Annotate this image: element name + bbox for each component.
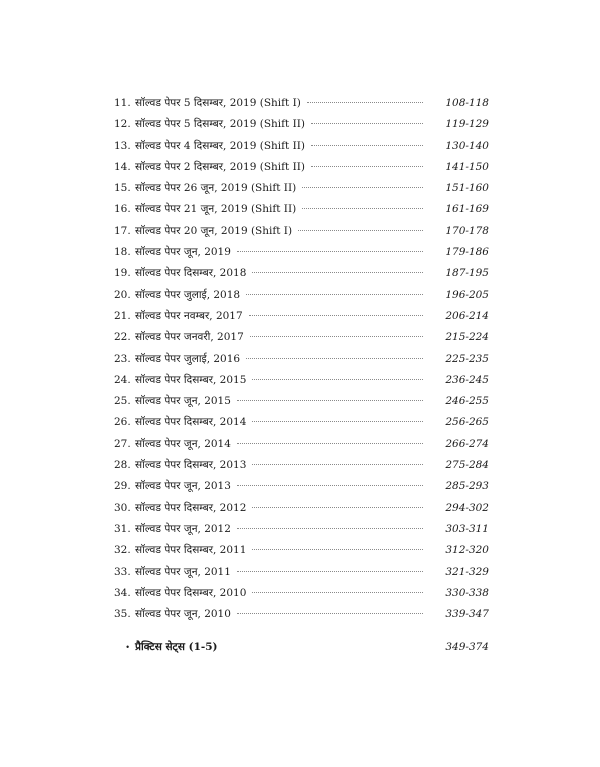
- bullet-icon: •: [125, 643, 130, 653]
- dot-leader: [298, 230, 423, 231]
- entry-title: सॉल्वड पेपर दिसम्बर, 2014: [135, 416, 247, 429]
- entry-number: 31.: [114, 522, 131, 535]
- toc-entry: [114, 415, 489, 436]
- entry-number: 22.: [114, 331, 131, 344]
- entry-number: 30.: [114, 501, 131, 514]
- entry-title: सॉल्वड पेपर दिसम्बर, 2015: [135, 373, 247, 386]
- entry-number: 15.: [114, 182, 131, 195]
- entry-number: 25.: [114, 395, 131, 408]
- toc-entry: [114, 437, 489, 458]
- entry-number: 23.: [114, 352, 131, 365]
- toc-entry: [114, 309, 489, 330]
- toc-practice-entry: [114, 640, 489, 654]
- entry-pages: 119-129: [445, 118, 489, 131]
- dot-leader: [237, 443, 423, 444]
- entry-number: 26.: [114, 416, 131, 429]
- dot-leader: [237, 251, 423, 252]
- practice-pages: 349-374: [445, 641, 489, 654]
- entry-number: 19.: [114, 267, 131, 280]
- toc-entry: [114, 501, 489, 522]
- entry-number: 34.: [114, 586, 131, 599]
- entry-number: 35.: [114, 608, 131, 621]
- entry-title: सॉल्वड पेपर जुलाई, 2018: [135, 288, 241, 301]
- entry-title: सॉल्वड पेपर दिसम्बर, 2010: [135, 586, 247, 599]
- dot-leader: [252, 421, 423, 422]
- entry-title: सॉल्वड पेपर जून, 2015: [135, 395, 231, 408]
- dot-leader: [252, 507, 423, 508]
- entry-pages: 170-178: [445, 224, 489, 237]
- entry-number: 28.: [114, 459, 131, 472]
- entry-number: 21.: [114, 309, 131, 322]
- entry-number: 17.: [114, 224, 131, 237]
- toc-entry: [114, 330, 489, 351]
- dot-leader: [252, 379, 423, 380]
- dot-leader: [237, 528, 423, 529]
- dot-leader: [246, 358, 423, 359]
- entry-title: सॉल्वड पेपर 20 जून, 2019 (Shift I): [135, 224, 293, 237]
- entry-pages: 225-235: [445, 352, 489, 365]
- dot-leader: [302, 208, 423, 209]
- toc-entry: [114, 117, 489, 138]
- toc-entry: [114, 224, 489, 245]
- toc-entry: [114, 586, 489, 607]
- entry-number: 27.: [114, 437, 131, 450]
- entry-number: 24.: [114, 373, 131, 386]
- entry-title: सॉल्वड पेपर जून, 2011: [135, 565, 231, 578]
- dot-leader: [237, 400, 423, 401]
- entry-title: सॉल्वड पेपर जून, 2013: [135, 480, 231, 493]
- entry-title: सॉल्वड पेपर 26 जून, 2019 (Shift II): [135, 182, 297, 195]
- toc-entry: [114, 479, 489, 500]
- toc-entry: [114, 565, 489, 586]
- dot-leader: [311, 123, 423, 124]
- entry-pages: 187-195: [445, 267, 489, 280]
- toc-entry: [114, 245, 489, 266]
- dot-leader: [302, 187, 423, 188]
- entry-title: सॉल्वड पेपर जून, 2014: [135, 437, 231, 450]
- toc-entries: [114, 96, 489, 628]
- entry-pages: 266-274: [445, 437, 489, 450]
- toc-entry: [114, 543, 489, 564]
- toc-entry: [114, 373, 489, 394]
- entry-title: सॉल्वड पेपर जून, 2019: [135, 246, 231, 259]
- toc-entry: [114, 160, 489, 181]
- dot-leader: [252, 592, 423, 593]
- entry-pages: 179-186: [445, 246, 489, 259]
- entry-title: सॉल्वड पेपर 2 दिसम्बर, 2019 (Shift II): [135, 160, 305, 173]
- entry-pages: 321-329: [445, 565, 489, 578]
- entry-number: 20.: [114, 288, 131, 301]
- entry-number: 11.: [114, 97, 131, 109]
- entry-number: 32.: [114, 544, 131, 557]
- entry-number: 29.: [114, 480, 131, 493]
- entry-pages: 256-265: [445, 416, 489, 429]
- toc-entry: [114, 139, 489, 160]
- entry-pages: 275-284: [445, 459, 489, 472]
- toc-entry: [114, 607, 489, 628]
- entry-number: 13.: [114, 139, 131, 152]
- toc-entry: [114, 202, 489, 223]
- entry-pages: 108-118: [445, 97, 489, 109]
- toc-entry: [114, 522, 489, 543]
- entry-title: सॉल्वड पेपर 5 दिसम्बर, 2019 (Shift I): [135, 97, 301, 109]
- entry-number: 18.: [114, 246, 131, 259]
- entry-title: सॉल्वड पेपर दिसम्बर, 2011: [135, 544, 247, 557]
- dot-leader: [237, 571, 423, 572]
- toc-entry: [114, 352, 489, 373]
- entry-number: 33.: [114, 565, 131, 578]
- toc-entry: [114, 458, 489, 479]
- toc-entry: [114, 96, 489, 117]
- toc-entry: [114, 394, 489, 415]
- table-of-contents: [114, 96, 489, 654]
- dot-leader: [252, 464, 423, 465]
- dot-leader: [311, 145, 423, 146]
- entry-number: 16.: [114, 203, 131, 216]
- entry-pages: 303-311: [445, 522, 489, 535]
- entry-number: 12.: [114, 118, 131, 131]
- entry-title: सॉल्वड पेपर दिसम्बर, 2018: [135, 267, 247, 280]
- entry-pages: 215-224: [445, 331, 489, 344]
- dot-leader: [311, 166, 423, 167]
- entry-pages: 161-169: [445, 203, 489, 216]
- toc-entry: [114, 181, 489, 202]
- entry-pages: 141-150: [445, 160, 489, 173]
- entry-title: सॉल्वड पेपर दिसम्बर, 2012: [135, 501, 247, 514]
- entry-pages: 294-302: [445, 501, 489, 514]
- entry-title: सॉल्वड पेपर जून, 2010: [135, 608, 231, 621]
- entry-title: सॉल्वड पेपर 21 जून, 2019 (Shift II): [135, 203, 297, 216]
- dot-leader: [307, 102, 423, 103]
- dot-leader: [252, 549, 423, 550]
- dot-leader: [237, 485, 423, 486]
- entry-title: सॉल्वड पेपर 5 दिसम्बर, 2019 (Shift II): [135, 118, 305, 131]
- entry-pages: 236-245: [445, 373, 489, 386]
- dot-leader: [237, 613, 423, 614]
- toc-entry: [114, 288, 489, 309]
- entry-title: सॉल्वड पेपर जून, 2012: [135, 522, 231, 535]
- dot-leader: [249, 315, 423, 316]
- entry-pages: 196-205: [445, 288, 489, 301]
- dot-leader: [250, 336, 423, 337]
- entry-pages: 339-347: [445, 608, 489, 621]
- entry-pages: 206-214: [445, 309, 489, 322]
- entry-pages: 246-255: [445, 395, 489, 408]
- entry-title: सॉल्वड पेपर दिसम्बर, 2013: [135, 459, 247, 472]
- entry-title: सॉल्वड पेपर नवम्बर, 2017: [135, 309, 243, 322]
- entry-pages: 130-140: [445, 139, 489, 152]
- entry-title: सॉल्वड पेपर जनवरी, 2017: [135, 331, 244, 344]
- dot-leader: [246, 294, 423, 295]
- entry-title: सॉल्वड पेपर जुलाई, 2016: [135, 352, 241, 365]
- toc-entry: [114, 266, 489, 287]
- dot-leader: [252, 272, 423, 273]
- entry-number: 14.: [114, 160, 131, 173]
- practice-title: प्रैक्टिस सेट्स (1-5): [135, 641, 218, 654]
- entry-pages: 330-338: [445, 586, 489, 599]
- entry-pages: 151-160: [445, 182, 489, 195]
- entry-pages: 312-320: [445, 544, 489, 557]
- entry-title: सॉल्वड पेपर 4 दिसम्बर, 2019 (Shift II): [135, 139, 305, 152]
- entry-pages: 285-293: [445, 480, 489, 493]
